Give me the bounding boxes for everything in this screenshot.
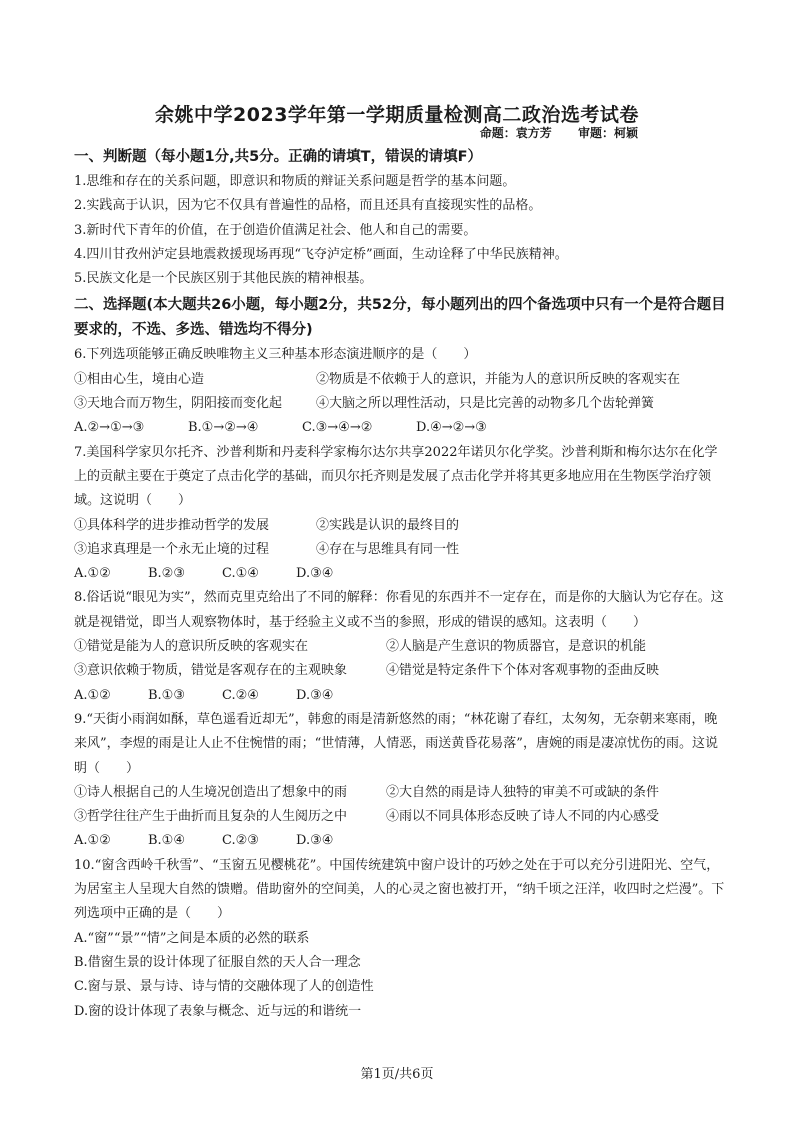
question-6-options-row-1 [74,368,726,392]
q9-statement-3: ③哲学往往产生于曲折而且复杂的人生阅历之中 [74,809,348,825]
q7-choice-a: A.①② [74,566,111,582]
q9-statement-2: ②大自然的雨是诗人独特的审美不可或缺的条件 [386,784,660,800]
q8-statement-1: ①错觉是能为人的意识所反映的客观实在 [74,639,309,655]
question-9-answers [74,829,726,853]
q9-choice-d: D.③④ [296,833,334,849]
reviewer-credit: 审题：柯颖 [577,126,638,140]
q10-choice-b: B.借窗生景的设计体现了征服自然的天人合一理念 [74,954,361,970]
question-7-options-row-2 [74,538,726,562]
q6-statement-4: ④大脑之所以理性活动，只是比完善的动物多几个齿轮弹簧 [316,396,655,412]
question-10-stem: 10.“窗含西岭千秋雪”、“玉窗五见樱桃花”。中国传统建筑中窗户设计的巧妙之处在于可以充分引进阳光、空气，为居室主人呈现大自然的馈赠。借助窗外的空间美，人的心灵之窗也被打开，“纳千顷之汪洋，收四时之烂漫”。下列选项中正确的是（ ） [74,857,725,922]
q9-choice-b: B.①④ [148,833,185,849]
question-9-stem: 9.“天街小雨润如酥，草色遥看近却无”，韩愈的雨是清新悠然的雨；“林花谢了春红，太匆匆，无奈朝来寒雨，晚来风”，李煜的雨是让人止不住惋惜的雨；“世情薄，人情恶，雨送黄昏花易落”，唐婉的雨是凄凉忧伤的雨。这说明（ ） [74,711,718,776]
question-7-answers [74,562,726,586]
q8-choice-c: C.②④ [222,687,259,703]
question-7-stem: 7.美国科学家贝尔托齐、沙普利斯和丹麦科学家梅尔达尔共享2022年诺贝尔化学奖。沙普利斯和梅尔达尔在化学上的贡献主要在于奠定了点击化学的基础，而贝尔托齐则是发展了点击化学并将其更多地应用在生物医学治疗领域。这说明（ ） [74,444,718,509]
q6-choice-b: B.①→②→④ [188,420,259,436]
question-8-options-row-2 [74,659,726,683]
exam-title: 余姚中学2023学年第一学期质量检测高二政治选考试卷 [155,104,639,126]
tf-item-3: 3.新时代下青年的价值，在于创造价值满足社会、他人和自己的需要。 [74,222,477,238]
q6-statement-1: ①相由心生，境由心造 [74,371,205,387]
q8-choice-a: A.①② [74,687,111,703]
question-6-answers [74,416,726,440]
q6-statement-2: ②物质是不依赖于人的意识，并能为人的意识所反映的客观实在 [316,371,681,387]
page-number: 第1页/共6页 [360,1067,434,1082]
q10-choice-a: A.“窗”“景”“情”之间是本质的必然的联系 [74,930,310,946]
question-8-stem: 8.俗话说“眼见为实”，然而克里克给出了不同的解释：你看见的东西并不一定存在，而是你的大脑认为它存在。这就是视错觉，即当人观察物体时，基于经验主义或不当的参照，形成的错误的感知。这表明（ ） [74,590,724,630]
q7-choice-b: B.②③ [148,566,185,582]
q9-choice-a: A.①② [74,833,111,849]
q6-choice-c: C.③→④→② [302,420,373,436]
q7-choice-c: C.①④ [222,566,259,582]
question-9-options-row-1 [74,781,726,805]
tf-item-4: 4.四川甘孜州泸定县地震救援现场再现“飞夺泸定桥”画面，生动诠释了中华民族精神。 [74,246,568,262]
q7-statement-3: ③追求真理是一个永无止境的过程 [74,541,270,557]
q8-statement-3: ③意识依赖于物质，错觉是客观存在的主观映象 [74,663,348,679]
tf-item-2: 2.实践高于认识，因为它不仅具有普遍性的品格，而且还具有直接现实性的品格。 [74,198,542,214]
q6-statement-3: ③天地合而万物生，阴阳接而变化起 [74,396,283,412]
q6-choice-a: A.②→①→③ [74,420,145,436]
question-6-options-row-2 [74,392,726,416]
author-line [480,124,638,141]
q8-choice-d: D.③④ [296,687,334,703]
q9-statement-4: ④雨以不同具体形态反映了诗人不同的内心感受 [386,809,660,825]
q9-choice-c: C.②③ [222,833,259,849]
q7-statement-2: ②实践是认识的最终目的 [316,517,460,533]
composer-credit: 命题：袁方芳 [479,126,552,140]
q6-choice-d: D.④→②→③ [416,420,487,436]
q7-choice-d: D.③④ [296,566,334,582]
q8-statement-2: ②人脑是产生意识的物质器官，是意识的机能 [386,639,647,655]
tf-item-5: 5.民族文化是一个民族区别于其他民族的精神根基。 [74,271,373,287]
section-heading-multiple-choice: 二、选择题(本大题共26小题，每小题2分，共52分，每小题列出的四个备选项中只有一个是符合题目要求的，不选、多选、错选均不得分) [74,297,726,339]
question-8-answers [74,684,726,708]
q10-choice-c: C.窗与景、景与诗、诗与情的交融体现了人的创造性 [74,979,374,995]
q8-statement-4: ④错觉是特定条件下个体对客观事物的歪曲反映 [386,663,660,679]
question-8-options-row-1 [74,635,726,659]
tf-item-1: 1.思维和存在的关系问题，即意识和物质的辩证关系问题是哲学的基本问题。 [74,174,516,189]
question-7-options-row-1 [74,514,726,538]
section-heading-true-false: 一、判断题（每小题1分,共5分。正确的请填T，错误的请填F） [74,149,482,165]
q8-choice-b: B.①③ [148,687,185,703]
question-9-options-row-2 [74,805,726,829]
q7-statement-4: ④存在与思维具有同一性 [316,541,460,557]
q10-choice-d: D.窗的设计体现了表象与概念、近与远的和谐统一 [74,1003,362,1019]
question-6-stem: 6.下列选项能够正确反映唯物主义三种基本形态演进顺序的是（ ） [74,347,477,363]
exam-content [74,143,726,1024]
q9-statement-1: ①诗人根据自己的人生境况创造出了想象中的雨 [74,784,348,800]
q7-statement-1: ①具体科学的进步推动哲学的发展 [74,517,270,533]
